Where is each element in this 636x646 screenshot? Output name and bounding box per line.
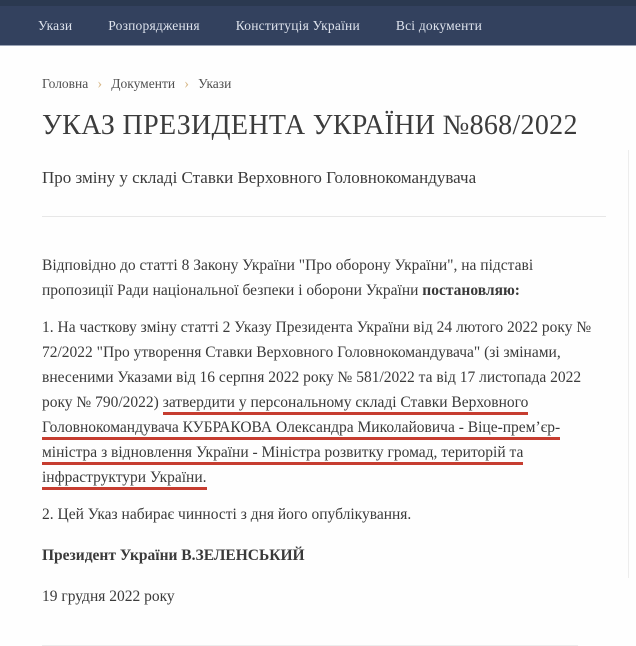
top-navigation: [0, 0, 636, 46]
resolution-word: постановляю:: [422, 282, 520, 299]
nav-item-decrees[interactable]: Укази: [38, 17, 73, 33]
nav-item-all-documents[interactable]: Всі документи: [395, 17, 483, 33]
red-underlined-appointment-text: затвердити у персональному складі Ставки Верховного Головнокомандувача КУБРАКОВА Олександра Миколайовича - Віце-прем’єр-міністра з відновлення України - Міністра розвитку громад, територій та інфраструктури України.: [42, 394, 560, 490]
nav-item-orders[interactable]: Розпорядження: [108, 17, 200, 33]
content-edge-divider: [628, 150, 629, 578]
breadcrumb-current: Укази: [198, 76, 232, 91]
item-2-paragraph: 2. Цей Указ набирає чинності з дня його опублікування.: [42, 506, 412, 523]
preamble-text: Відповідно до статті 8 Закону України "Про оборону України", на підставі пропозиції Ради національної безпеки і оборони України: [42, 257, 534, 299]
preamble-paragraph: [42, 253, 606, 303]
item-1-paragraph: [42, 315, 606, 490]
page-title: УКАЗ ПРЕЗИДЕНТА УКРАЇНИ №868/2022: [42, 110, 578, 141]
item-1-text: 1. На часткову зміну статті 2 Указу Президента України від 24 лютого 2022 року № 72/2022 "Про утворення Ставки Верховного Головнокомандувача" (зі змінами, внесеними Указами від 16 серпня 2022 року № 581/2022 та від 17 листопада 2022 року № 790/2022): [42, 319, 592, 411]
document-subtitle: Про зміну у складі Ставки Верховного Головнокомандувача: [42, 168, 477, 187]
document-page: [0, 76, 636, 646]
breadcrumb: [42, 76, 606, 92]
document-date: 19 грудня 2022 року: [42, 588, 175, 605]
chevron-right-icon: ›: [184, 75, 190, 92]
signature-line: Президент України В.ЗЕЛЕНСЬКИЙ: [42, 547, 305, 564]
document-body: [42, 253, 606, 609]
divider-top: [42, 216, 606, 217]
nav-item-constitution[interactable]: Конституція України: [235, 17, 360, 33]
breadcrumb-documents[interactable]: Документи: [111, 76, 176, 91]
chevron-right-icon: ›: [97, 75, 103, 92]
breadcrumb-home[interactable]: Головна: [42, 76, 89, 91]
